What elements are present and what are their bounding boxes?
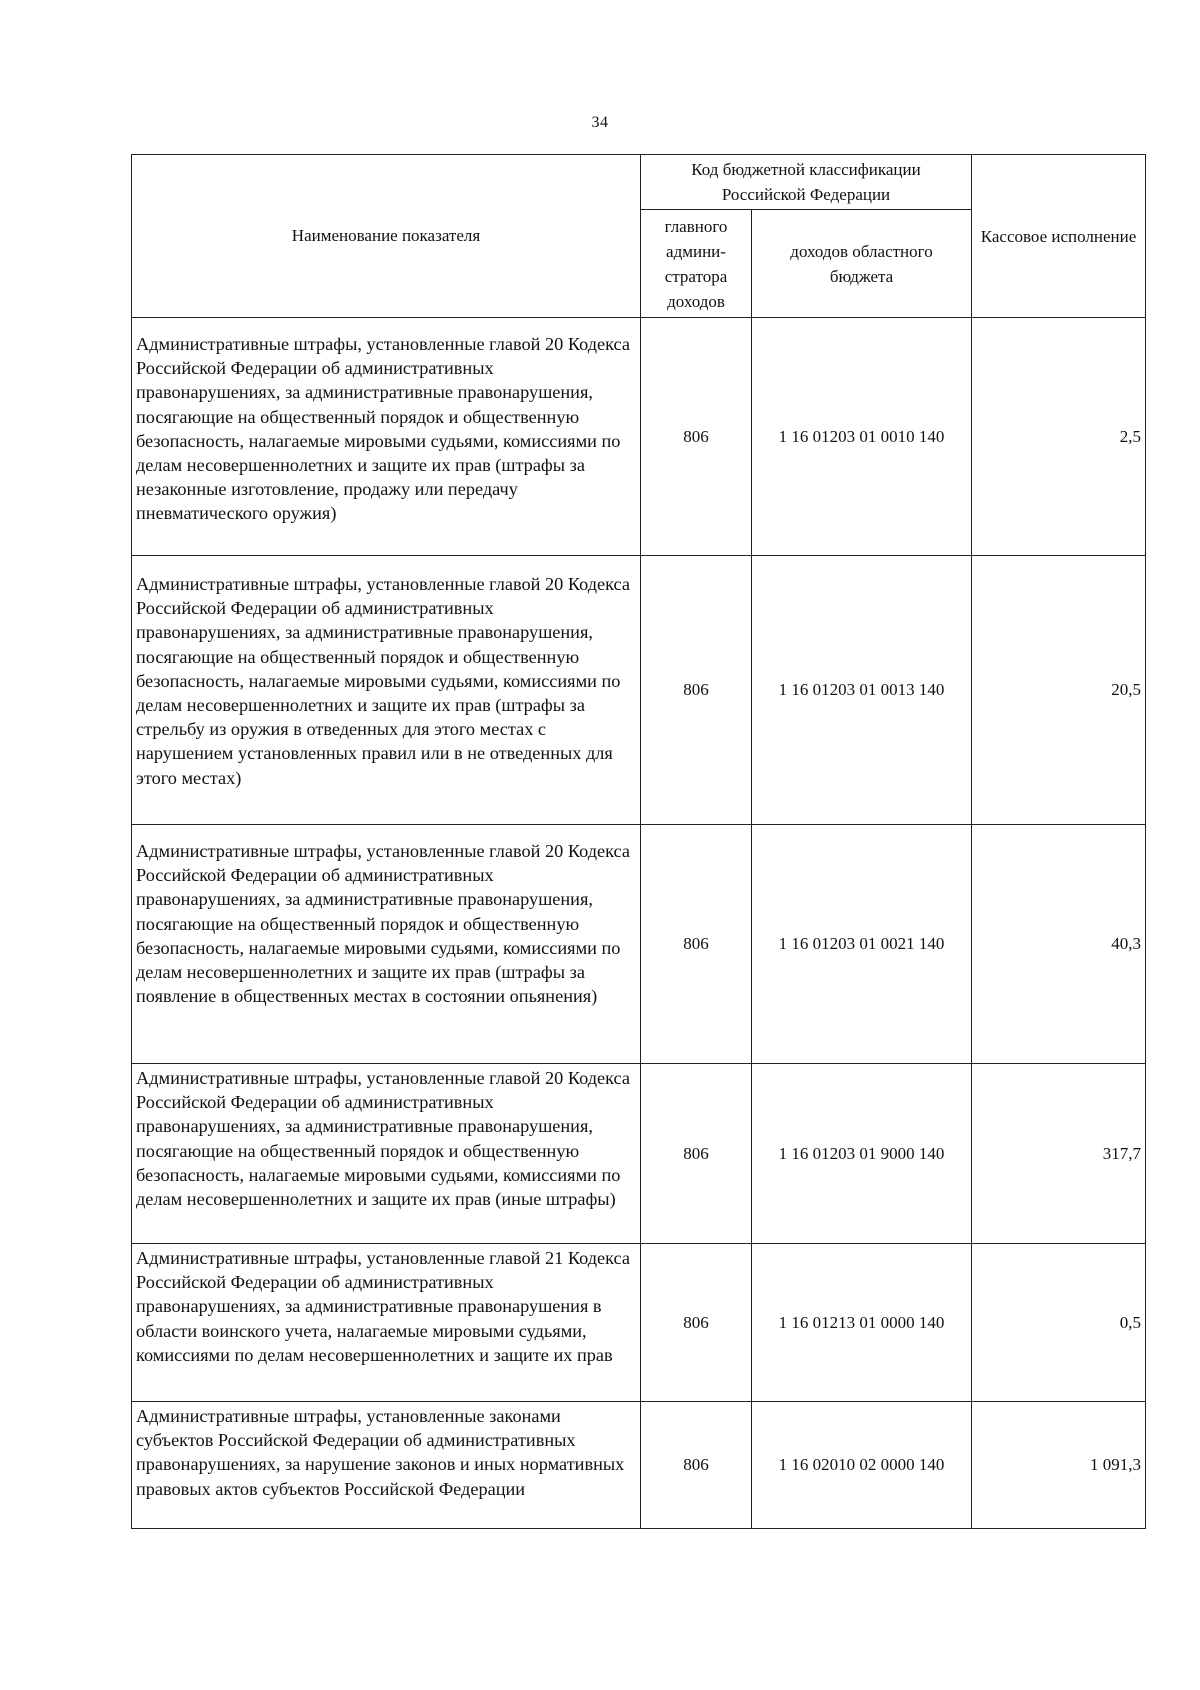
page-number: 34: [591, 114, 609, 131]
row-budget-code: 1 16 01203 01 0010 140: [752, 318, 972, 556]
row-execution-value: 0,5: [972, 1244, 1146, 1402]
row-execution-value: 40,3: [972, 825, 1146, 1064]
row-indicator-name: Административные штрафы, установленные главой 20 Кодекса Российской Федерации об административных правонарушениях, за административные правонарушения, посягающие на общественный порядок и общественную безопасность, налагаемые мировыми судьями, комиссиями по делам несовершеннолетних и защите их прав (штрафы за появление в общественных местах в состоянии опьянения): [132, 825, 641, 1064]
row-execution-value: 1 091,3: [972, 1402, 1146, 1529]
budget-table: [131, 154, 1146, 1529]
row-admin-code: 806: [641, 825, 752, 1064]
row-execution-value: 20,5: [972, 556, 1146, 825]
row-indicator-name: Административные штрафы, установленные главой 21 Кодекса Российской Федерации об административных правонарушениях, за административные правонарушения в области воинского учета, налагаемые мировыми судьями, комиссиями по делам несовершеннолетних и защите их прав: [132, 1244, 641, 1402]
header-regional-budget-income: [752, 210, 972, 318]
header-execution-label: Кассовое исполнение: [980, 226, 1137, 246]
row-budget-code: 1 16 01203 01 0013 140: [752, 556, 972, 825]
row-budget-code: 1 16 01203 01 0021 140: [752, 825, 972, 1064]
row-budget-code: 1 16 01213 01 0000 140: [752, 1244, 972, 1402]
row-admin-code: 806: [641, 1064, 752, 1244]
row-indicator-name: Административные штрафы, установленные главой 20 Кодекса Российской Федерации об административных правонарушениях, за административные правонарушения, посягающие на общественный порядок и общественную безопасность, налагаемые мировыми судьями, комиссиями по делам несовершеннолетних и защите их прав (штрафы за стрельбу из оружия в отведенных для этого местах с нарушением установленных правил или в не отведенных для этого местах): [132, 556, 641, 825]
row-admin-code: 806: [641, 556, 752, 825]
row-indicator-name: Административные штрафы, установленные главой 20 Кодекса Российской Федерации об административных правонарушениях, за административные правонарушения, посягающие на общественный порядок и общественную безопасность, налагаемые мировыми судьями, комиссиями по делам несовершеннолетних и защите их прав (иные штрафы): [132, 1064, 641, 1244]
header-code-group-label: Код бюджетной классификации Российской Федерации: [691, 160, 921, 204]
row-admin-code: 806: [641, 1402, 752, 1529]
table-row: [132, 556, 1146, 825]
table-row: [132, 1402, 1146, 1529]
row-execution-value: 317,7: [972, 1064, 1146, 1244]
table-row: [132, 1244, 1146, 1402]
header-income-label: доходов областного бюджета: [790, 241, 933, 286]
row-budget-code: 1 16 02010 02 0000 140: [752, 1402, 972, 1529]
table-row: [132, 318, 1146, 556]
row-admin-code: 806: [641, 1244, 752, 1402]
row-execution-value: 2,5: [972, 318, 1146, 556]
header-indicator-name: Наименование показателя: [132, 155, 641, 318]
table-row: [132, 1064, 1146, 1244]
table-body: [132, 318, 1146, 1529]
row-indicator-name: Административные штрафы, установленные законами субъектов Российской Федерации об административных правонарушениях, за нарушение законов и иных нормативных правовых актов субъектов Российской Федерации: [132, 1402, 641, 1529]
header-budget-classification-code: [641, 155, 972, 210]
row-indicator-name: Административные штрафы, установленные главой 20 Кодекса Российской Федерации об административных правонарушениях, за административные правонарушения, посягающие на общественный порядок и общественную безопасность, налагаемые мировыми судьями, комиссиями по делам несовершеннолетних и защите их прав (штрафы за незаконные изготовление, продажу или передачу пневматического оружия): [132, 318, 641, 556]
table-header: [132, 155, 1146, 318]
row-admin-code: 806: [641, 318, 752, 556]
table-row: [132, 825, 1146, 1064]
header-chief-administrator: [641, 210, 752, 318]
header-cash-execution: [972, 155, 1146, 318]
header-admin-label: главного админи-стратора доходов: [664, 216, 728, 311]
row-budget-code: 1 16 01203 01 9000 140: [752, 1064, 972, 1244]
